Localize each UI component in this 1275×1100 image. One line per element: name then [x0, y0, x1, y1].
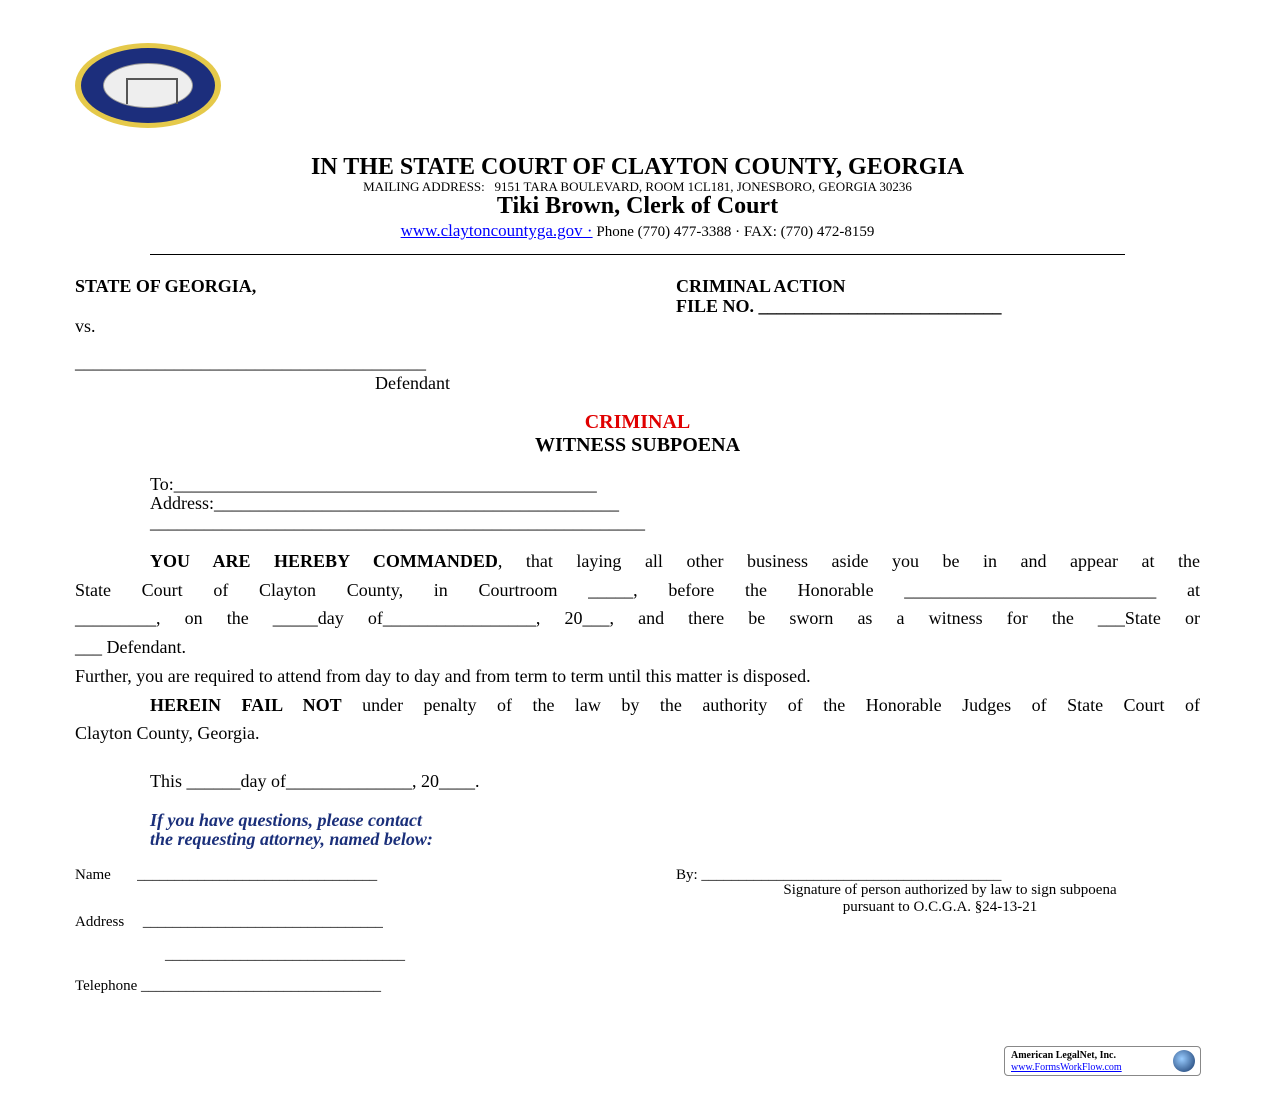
form-type: CRIMINAL	[584, 411, 691, 433]
footer-url[interactable]: www.FormsWorkFlow.com	[1011, 1062, 1122, 1073]
plaintiff: STATE OF GEORGIA,	[75, 276, 257, 296]
body-text: under penalty of the law by the authority of the Honorable Judges of State Court of	[341, 695, 1200, 715]
header-divider	[150, 254, 1125, 255]
footer-company: American LegalNet, Inc.	[1011, 1050, 1116, 1061]
state-seal	[75, 43, 221, 128]
defendant-label: Defendant	[375, 373, 450, 393]
criminal-action-label: CRIMINAL ACTION	[676, 276, 846, 296]
body-line-1	[150, 551, 1200, 572]
phone-fax: Phone (770) 477-3388 · FAX: (770) 472-8159	[592, 224, 875, 240]
contact-note-2: the requesting attorney, named below:	[150, 829, 433, 849]
signature-caption-2: pursuant to O.C.G.A. §24-13-21	[842, 899, 1038, 915]
defendant-line[interactable]: _______________________________________	[75, 352, 426, 372]
body-line-2: State Court of Clayton County, in Courtroom _____, before the Honorable ____________________________ at	[75, 580, 1200, 600]
contact-note-1: If you have questions, please contact	[150, 810, 422, 830]
vs-label: vs.	[75, 316, 96, 336]
contact-line	[0, 221, 1275, 241]
footer-logo[interactable]	[1004, 1046, 1201, 1076]
to-field[interactable]: To:_______________________________________________	[150, 474, 597, 494]
commanded-label: YOU ARE HEREBY COMMANDED	[150, 551, 498, 571]
court-title: IN THE STATE COURT OF CLAYTON COUNTY, GEORGIA	[310, 154, 965, 180]
body-line-4: ___ Defendant.	[75, 637, 186, 657]
website-link[interactable]: www.claytoncountyga.gov ·	[400, 221, 593, 240]
date-line[interactable]: This ______day of______________, 20____.	[150, 771, 480, 791]
form-title: WITNESS SUBPOENA	[534, 434, 741, 456]
body-line-6	[150, 695, 1200, 716]
file-number-field[interactable]: FILE NO. ___________________________	[676, 296, 1002, 316]
signature-field[interactable]: By: ________________________________________	[676, 867, 1002, 883]
clerk-name: Tiki Brown, Clerk of Court	[496, 193, 779, 219]
fail-not-label: HEREIN FAIL NOT	[150, 695, 342, 715]
address-field[interactable]: Address:_____________________________________________	[150, 493, 619, 513]
signature-caption-1: Signature of person authorized by law to sign subpoena	[783, 882, 1117, 898]
attorney-telephone-field[interactable]: Telephone ________________________________	[75, 978, 382, 994]
attorney-name-field[interactable]: Name ________________________________	[75, 867, 378, 883]
body-line-3: _________, on the _____day of_________________, 20___, and there be sworn as a witness for the ___State or	[75, 608, 1200, 628]
attorney-address-field[interactable]: Address ________________________________	[75, 914, 383, 930]
address-field-2[interactable]: _______________________________________________________	[150, 512, 645, 532]
globe-icon	[1173, 1050, 1195, 1072]
body-line-5: Further, you are required to attend from day to day and from term to term until this matter is disposed.	[75, 666, 811, 686]
mailing-address: MAILING ADDRESS: 9151 TARA BOULEVARD, ROOM 1CL181, JONESBORO, GEORGIA 30236	[363, 179, 912, 194]
body-text: , that laying all other business aside you be in and appear at the	[497, 551, 1201, 571]
attorney-address-field-2[interactable]: ________________________________	[165, 947, 405, 963]
body-line-7: Clayton County, Georgia.	[75, 723, 260, 743]
